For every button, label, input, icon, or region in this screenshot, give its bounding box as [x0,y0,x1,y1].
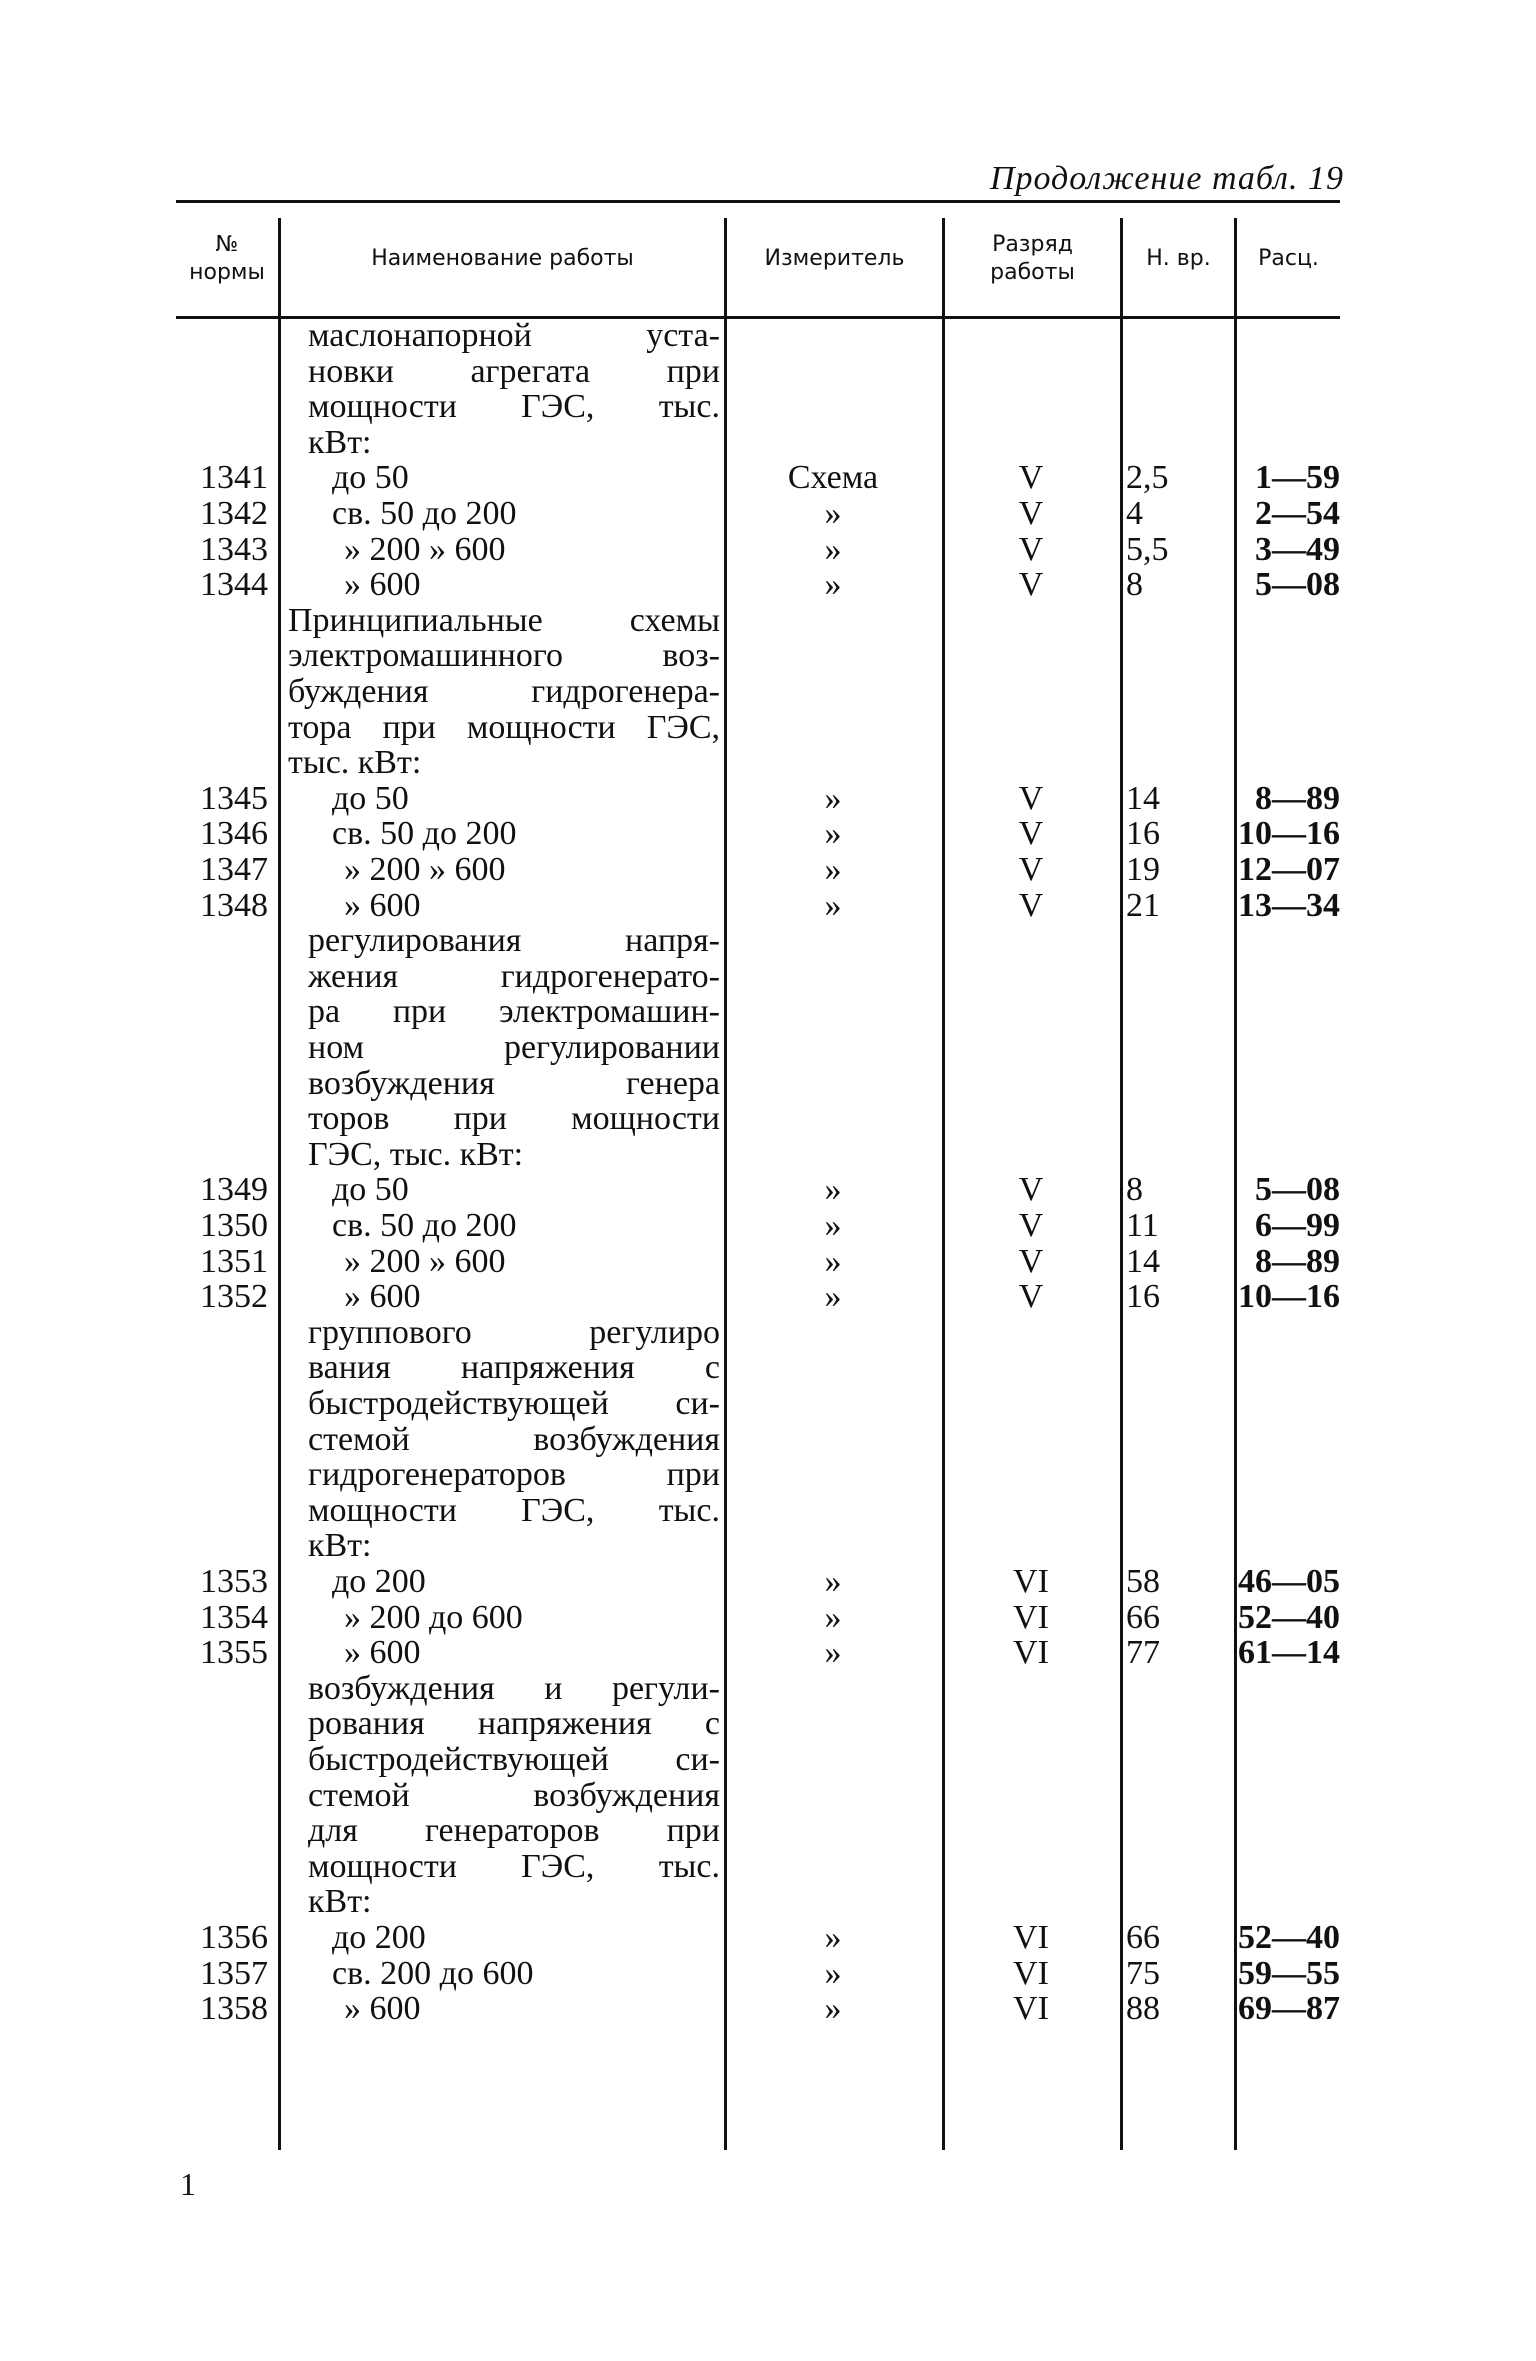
time-norm: 21 [1126,886,1160,924]
measure-unit: » [824,1242,842,1280]
time-norm: 77 [1126,1634,1160,1672]
measure-unit: » [824,1171,842,1209]
header-grade [945,200,1120,318]
norm-number: 1354 [200,1598,268,1636]
work-name: новки агрегата при [308,352,720,390]
rate-value: 13—34 [1238,886,1340,924]
work-name: » 600 [344,1990,421,2028]
table-row [176,1778,1340,1814]
time-norm: 58 [1126,1563,1160,1600]
work-name: » 200 до 600 [344,1598,523,1636]
rate-value: 59—55 [1238,1954,1340,1992]
norm-number: 1345 [200,779,268,817]
time-norm: 16 [1126,1278,1160,1316]
rate-value: 61—14 [1238,1634,1340,1672]
measure-unit: » [824,1990,842,2028]
work-grade: V [1018,459,1044,497]
work-grade: V [1018,1242,1044,1280]
work-name: торов при мощности [308,1100,720,1138]
table-row [176,1991,1340,2027]
table-row [176,888,1340,924]
table-row [176,1350,1340,1386]
table-row [176,1172,1340,1208]
table-row [176,1884,1340,1920]
measure-unit: » [824,1207,842,1244]
work-name: » 600 [344,886,421,924]
table-row [176,1564,1340,1600]
work-name: для генераторов при [308,1812,720,1850]
table-row [176,532,1340,568]
rate-value: 12—07 [1238,851,1340,888]
table-row [176,1600,1340,1636]
work-name: мощности ГЭС, тыс. [308,1491,720,1529]
work-name: быстродействующей си- [308,1741,720,1778]
table-row [176,994,1340,1030]
rate-value: 52—40 [1238,1598,1340,1636]
time-norm: 75 [1126,1954,1160,1992]
table-row [176,318,1340,354]
work-name: Принципиальные схемы [288,601,720,639]
norm-number: 1341 [200,459,268,497]
table-row [176,1279,1340,1315]
work-name: кВт: [308,1883,372,1921]
measure-unit: Схема [787,459,879,497]
work-grade: V [1018,495,1044,532]
work-name: вания напряжения с [308,1349,720,1387]
work-grade: VI [1013,1954,1049,1992]
time-norm: 14 [1126,1242,1160,1280]
time-norm: 19 [1126,851,1160,888]
norm-number: 1348 [200,886,268,924]
measure-unit: » [824,495,842,532]
work-name: кВт: [308,1527,372,1565]
work-name: » 600 [344,566,421,604]
measure-unit: » [824,779,842,817]
header-grade-line1: Разряд [992,232,1073,257]
work-name: ГЭС, тыс. кВт: [308,1135,524,1173]
norm-number: 1349 [200,1171,268,1209]
work-name: электромашинного воз- [288,637,720,675]
work-name: св. 50 до 200 [332,495,517,532]
header-name: Наименование работы [371,246,634,271]
work-name: гидрогенераторов при [308,1456,720,1494]
header-rate: Расц. [1258,246,1319,271]
table-row [176,1956,1340,1992]
work-name: до 50 [332,779,409,817]
time-norm: 88 [1126,1990,1160,2028]
norm-number: 1356 [200,1919,268,1956]
measure-unit: » [824,1598,842,1636]
work-grade: V [1018,851,1044,888]
table-row [176,1386,1340,1422]
work-grade: V [1018,1278,1044,1316]
table-row [176,1849,1340,1885]
table-row [176,1493,1340,1529]
table-row [176,1244,1340,1280]
norm-number: 1358 [200,1990,268,2028]
work-grade: V [1018,815,1044,853]
work-name: группового регулиро [308,1313,720,1351]
measure-unit: » [824,851,842,888]
work-name: » 200 » 600 [344,851,506,888]
table-row [176,745,1340,781]
work-grade: V [1018,530,1044,568]
table-row [176,710,1340,746]
time-norm: 4 [1126,495,1143,532]
work-name: до 200 [332,1919,426,1956]
time-norm: 16 [1126,815,1160,853]
rate-value: 1—59 [1255,459,1340,497]
table-row [176,603,1340,639]
table-row [176,1208,1340,1244]
rate-value: 5—08 [1255,566,1340,604]
norms-table [176,200,1340,2150]
table-row [176,1066,1340,1102]
table-row [176,389,1340,425]
header-num-line1: № [215,232,239,257]
rate-value: 52—40 [1238,1919,1340,1956]
rate-value: 10—16 [1238,1278,1340,1316]
norm-number: 1353 [200,1563,268,1600]
header-measure: Измеритель [764,246,905,271]
norm-number: 1355 [200,1634,268,1672]
work-name: маслонапорной уста- [308,317,720,354]
table-row [176,1137,1340,1173]
time-norm: 66 [1126,1598,1160,1636]
work-grade: V [1018,1171,1044,1209]
work-name: до 50 [332,1171,409,1209]
work-grade: VI [1013,1598,1049,1636]
norm-number: 1351 [200,1242,268,1280]
norm-number: 1357 [200,1954,268,1992]
work-name: возбуждения генера [308,1064,720,1102]
norm-number: 1344 [200,566,268,604]
work-name: ра при электромашин- [308,993,720,1031]
measure-unit: » [824,1919,842,1956]
table-row [176,852,1340,888]
table-row [176,674,1340,710]
work-grade: VI [1013,1919,1049,1956]
rate-value: 69—87 [1238,1990,1340,2028]
rate-value: 5—08 [1255,1171,1340,1209]
table-row [176,1315,1340,1351]
header-num-line2: нормы [189,260,265,285]
work-name: кВт: [308,423,372,461]
work-name: » 200 » 600 [344,530,506,568]
table-row [176,1671,1340,1707]
table-row [176,638,1340,674]
table-row [176,1101,1340,1137]
time-norm: 8 [1126,1171,1143,1209]
work-name: стемой возбуждения [308,1420,720,1458]
work-grade: V [1018,1207,1044,1244]
work-name: быстродействующей си- [308,1385,720,1422]
time-norm: 5,5 [1126,530,1169,568]
measure-unit: » [824,1634,842,1672]
norm-number: 1342 [200,495,268,532]
table-row [176,496,1340,532]
table-row [176,959,1340,995]
header-grade-line2: работы [990,260,1075,285]
work-grade: V [1018,779,1044,817]
work-name: буждения гидрогенера- [288,673,720,710]
work-name: » 600 [344,1278,421,1316]
time-norm: 14 [1126,779,1160,817]
work-name: св. 200 до 600 [332,1954,534,1992]
work-grade: VI [1013,1563,1049,1600]
table-row [176,1528,1340,1564]
measure-unit: » [824,886,842,924]
work-name: жения гидрогенерато- [308,957,720,995]
measure-unit: » [824,1278,842,1316]
table-row [176,567,1340,603]
work-grade: VI [1013,1990,1049,2028]
work-name: св. 50 до 200 [332,1207,517,1244]
norm-number: 1352 [200,1278,268,1316]
table-row [176,816,1340,852]
work-grade: V [1018,886,1044,924]
table-row [176,1422,1340,1458]
table-row [176,460,1340,496]
rate-value: 10—16 [1238,815,1340,853]
time-norm: 66 [1126,1919,1160,1956]
header-time: Н. вр. [1146,246,1211,271]
work-name: рования напряжения с [308,1705,720,1743]
time-norm: 11 [1126,1207,1159,1244]
table-row [176,1030,1340,1066]
work-name: мощности ГЭС, тыс. [308,1847,720,1885]
table-row [176,425,1340,461]
time-norm: 8 [1126,566,1143,604]
work-name: стемой возбуждения [308,1776,720,1814]
rate-value: 6—99 [1255,1207,1340,1244]
work-grade: V [1018,566,1044,604]
work-name: мощности ГЭС, тыс. [308,388,720,426]
table-row [176,1920,1340,1956]
work-grade: VI [1013,1634,1049,1672]
page-number: 1 [180,2166,196,2202]
table-row [176,781,1340,817]
table-row [176,1813,1340,1849]
work-name: регулирования напря- [308,922,720,960]
rate-value: 8—89 [1255,1242,1340,1280]
rate-value: 46—05 [1238,1563,1340,1600]
measure-unit: » [824,1954,842,1992]
work-name: св. 50 до 200 [332,815,517,853]
work-name: тора при мощности ГЭС, [288,708,720,746]
work-name: до 50 [332,459,409,497]
time-norm: 2,5 [1126,459,1169,497]
table-row [176,1457,1340,1493]
work-name: возбуждения и регули- [308,1669,720,1707]
norm-number: 1346 [200,815,268,853]
table-caption: Продолжение табл. 19 [989,160,1344,197]
table-row [176,1706,1340,1742]
work-name: тыс. кВт: [288,744,422,782]
measure-unit: » [824,566,842,604]
norm-number: 1347 [200,851,268,888]
norm-number: 1350 [200,1207,268,1244]
measure-unit: » [824,1563,842,1600]
work-name: до 200 [332,1563,426,1600]
work-name: ном регулировании [308,1029,720,1066]
work-name: » 200 » 600 [344,1242,506,1280]
rate-value: 8—89 [1255,779,1340,817]
header-num [176,200,278,318]
rate-value: 3—49 [1255,530,1340,568]
rate-value: 2—54 [1255,495,1340,532]
table-row [176,354,1340,390]
table-row [176,1635,1340,1671]
norm-number: 1343 [200,530,268,568]
measure-unit: » [824,815,842,853]
measure-unit: » [824,530,842,568]
work-name: » 600 [344,1634,421,1672]
table-row [176,1742,1340,1778]
table-row [176,923,1340,959]
